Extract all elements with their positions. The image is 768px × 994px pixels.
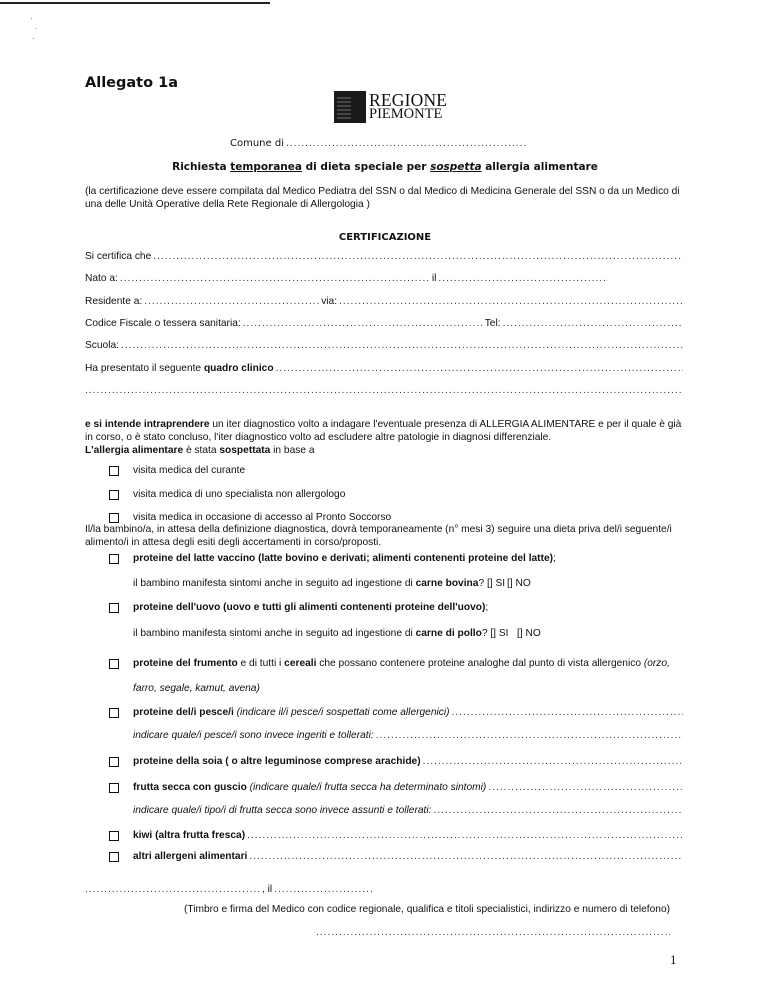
carne-pollo-si[interactable]: ? [] SI <box>481 628 509 639</box>
intro-text: (la certificazione deve essere compilata dal Medico Pediatra del SSN o dal Medico di Medicina Generale del SSN o da un Medico di una delle Unità Operative della Rete Regionale di Allergologia ) <box>85 186 680 210</box>
quadro-clinico-field-2[interactable] <box>85 385 683 398</box>
option-kiwi: kiwi (altra frutta fresca) ..... <box>133 830 685 843</box>
place-field[interactable] <box>85 884 260 897</box>
scuola-field[interactable] <box>121 340 683 353</box>
regione-piemonte-logo <box>334 91 447 123</box>
residente-label: Residente a: <box>85 296 143 307</box>
place-date-il: , il <box>262 884 273 895</box>
option-pronto-soccorso: visita medica in occasione di accesso al Pronto Soccorso <box>133 512 392 523</box>
option-frutta-secca: frutta secca con guscio (indicare quale/i frutta secca ha determinato sintomi) ..... <box>133 782 685 795</box>
place-date-row <box>85 884 375 897</box>
signature-line[interactable] <box>316 927 670 940</box>
option-soia: proteine della soia ( o altre leguminose comprese arachide) ..... <box>133 756 685 769</box>
quadro-clinico-row <box>85 363 685 376</box>
soia-field[interactable] <box>423 756 683 769</box>
top-rule <box>0 2 270 4</box>
option-latte: proteine del latte vaccino (latte bovino e derivati; alimenti contenenti proteine del latte); <box>133 553 556 564</box>
iter-paragraph: e si intende intraprendere un iter diagnostico volto a indagare l'eventuale presenza di ALLERGIA ALIMENTARE e per il quale è già in corso, o è stato concluso, l'iter diagnostico volto ad escludere altre patologie in diagnosi differenziale. L'allergia alimentare è stata sospettata in base a <box>85 419 682 456</box>
tel-label: Tel: <box>484 318 501 329</box>
carne-bovina-si[interactable]: ? [] SI <box>478 578 506 589</box>
codice-fiscale-label: Codice Fiscale o tessera sanitaria: <box>85 318 241 329</box>
nato-label: Nato a: <box>85 273 118 284</box>
il-label: il <box>431 273 437 284</box>
pesce-tollerati-field[interactable] <box>376 730 683 743</box>
option-pesce: proteine del/i pesce/i (indicare il/i pesce/i sospettati come allergenici) ..... <box>133 707 685 720</box>
checkbox-visita-specialista[interactable] <box>109 490 119 500</box>
checkbox-kiwi[interactable] <box>109 831 119 841</box>
allegato-label: Allegato 1a <box>85 75 178 91</box>
si-certifica-row <box>85 251 685 264</box>
logo-line-1: REGIONE <box>369 89 448 110</box>
comune-row <box>230 138 530 151</box>
via-field[interactable] <box>339 296 683 309</box>
nato-row <box>85 273 685 286</box>
codice-fiscale-field[interactable] <box>243 318 483 331</box>
pesce-field[interactable] <box>452 707 683 720</box>
scan-specks: · · · <box>30 14 38 43</box>
carne-bovina-no[interactable]: [] NO <box>507 578 531 589</box>
residente-row <box>85 296 685 309</box>
scuola-row <box>85 340 685 353</box>
frutta-tollerati-field[interactable] <box>433 805 683 818</box>
checkbox-altri[interactable] <box>109 852 119 862</box>
tel-field[interactable] <box>503 318 683 331</box>
checkbox-frutta-secca[interactable] <box>109 783 119 793</box>
option-altri: altri allergeni alimentari ..... <box>133 851 685 864</box>
option-uovo: proteine dell'uovo (uovo e tutti gli alimenti contenenti proteine dell'uovo); <box>133 602 489 613</box>
si-certifica-label: Si certifica che <box>85 251 152 262</box>
checkbox-soia[interactable] <box>109 757 119 767</box>
title-temporanea: temporanea <box>230 161 302 173</box>
option-visita-specialista: visita medica di uno specialista non allergologo <box>133 489 346 500</box>
comune-label: Comune di <box>230 138 284 149</box>
logo-line-2: PIEMONTE <box>369 106 443 123</box>
frutta-field[interactable] <box>488 782 683 795</box>
date-field[interactable] <box>274 884 373 897</box>
title-sospetta: sospetta <box>430 161 482 173</box>
quadro-clinico-continuation <box>85 385 685 398</box>
option-pesce-line2: indicare quale/i pesce/i sono invece ingeriti e tollerati: ..... <box>133 730 685 743</box>
quadro-clinico-label: Ha presentato il seguente quadro clinico <box>85 363 274 374</box>
option-visita-curante: visita medica del curante <box>133 465 246 476</box>
question-carne-pollo: il bambino manifesta sintomi anche in seguito ad ingestione di carne di pollo? [] SI <box>133 628 509 639</box>
residente-field[interactable] <box>144 296 319 309</box>
checkbox-latte[interactable] <box>109 554 119 564</box>
checkbox-frumento[interactable] <box>109 659 119 669</box>
scuola-label: Scuola: <box>85 340 119 351</box>
section-title: CERTIFICAZIONE <box>338 232 432 243</box>
option-frumento-line2: farro, segale, kamut, avena) <box>133 683 260 694</box>
via-label: via: <box>321 296 338 307</box>
option-frumento: proteine del frumento e di tutti i cereali che possano contenere proteine analoghe dal punto di vista allergenico (orzo, <box>133 658 670 669</box>
comune-field[interactable] <box>286 138 528 151</box>
nato-date-field[interactable] <box>438 273 608 286</box>
document-title: Richiesta temporanea di dieta speciale per sospetta allergia alimentare <box>172 161 598 173</box>
question-carne-bovina: il bambino manifesta sintomi anche in seguito ad ingestione di carne bovina? [] SI <box>133 578 506 589</box>
si-certifica-field[interactable] <box>153 251 683 264</box>
nato-field[interactable] <box>120 273 430 286</box>
checkbox-visita-curante[interactable] <box>109 466 119 476</box>
kiwi-field[interactable] <box>247 830 683 843</box>
diet-paragraph: Il/la bambino/a, in attesa della definizione diagnostica, dovrà temporaneamente (n° mesi 3) seguire una dieta priva del/i seguente/i alimento/i in attesa degli esiti degli accertamenti in corso/proposti. <box>85 524 672 548</box>
carne-pollo-no[interactable]: [] NO <box>517 628 541 639</box>
option-frutta-line2: indicare quale/i tipo/i di frutta secca sono invece assunti e tollerati: ..... <box>133 805 685 818</box>
checkbox-pesce[interactable] <box>109 708 119 718</box>
codice-fiscale-row <box>85 318 685 331</box>
logo-mark-icon <box>334 91 366 123</box>
stamp-caption: (Timbro e firma del Medico con codice regionale, qualifica e titoli specialistici, indirizzo e numero di telefono) <box>184 904 671 915</box>
checkbox-uovo[interactable] <box>109 603 119 613</box>
quadro-clinico-field[interactable] <box>276 363 683 376</box>
checkbox-pronto-soccorso[interactable] <box>109 513 119 523</box>
page-number: 1 <box>670 952 677 967</box>
altri-field[interactable] <box>249 851 683 864</box>
